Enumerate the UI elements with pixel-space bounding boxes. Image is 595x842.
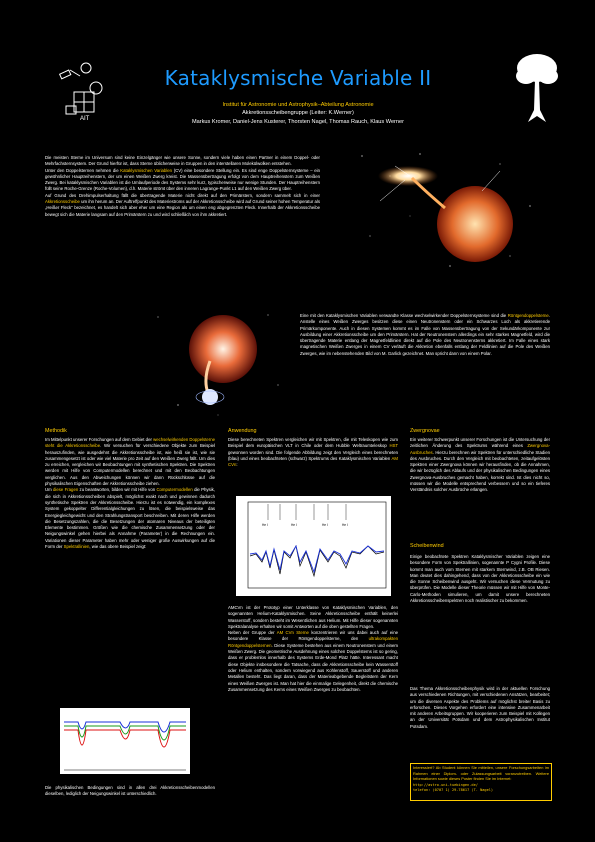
line-label-2: He I	[291, 523, 297, 527]
group-line: Akkretionsscheibengruppe (Leiter: K.Werner)	[242, 110, 354, 116]
contact-note-box	[410, 763, 552, 801]
line-label-1: He I	[262, 523, 268, 527]
ait-logo	[56, 60, 112, 122]
contact-url[interactable]: http://astro.uni-tuebingen.de/	[413, 782, 478, 787]
scheibenwind-heading: Scheibenwind	[410, 543, 444, 549]
contact-phone: telefon: (0707 1) 29-78617 (T. Nagel)	[413, 787, 494, 792]
telescope-dome-icon	[81, 63, 91, 73]
scheibenwind-text: Einige beobachtete Spektren Kataklysmischer Variablen zeigen eine besondere Form von Spektrallinien, sogenannte P Cygni Profile. Diese kommt man auch vom Sternen mit starkem Sternwind, z.B. OB Riesen. Man deutet dies dahingehend, dass von der Akkretionsscheibe ein wie die Sonne Scheibenwind ausgeht. Wir versuchen diese Vermutung zu überprüfen. Die Modelle dieser Theorie müssen wir mit Hilfe von Monte-Carlo-Methoden simulieren, um damit unsere berechneten Akkretionsscheibenspektren noch realistischer zu bekommen.	[410, 554, 550, 604]
accretion-disk	[378, 166, 438, 186]
methodik-closing: Die physikalischen Bedingungen sind in allen drei Akkretionsscheibenmodellen dieselben, lediglich der Neigungswinkel ist unterschiedlich.	[45, 785, 215, 797]
donor-star	[437, 186, 513, 262]
methodik-heading: Methodik	[45, 428, 67, 434]
closing-text: Das Thema Akkretionsscheibenphysik wird in der aktuellen Forschung aus verschiedenen Richtungen, mit verschiedenen Ansätzen, bearbeitet; um die diversen Aspekte des Problems auf möglichst breiter Basis zu erforschen. Dieses Vorgehen erfordert eine intensive Zusammenarbeit mit anderen Arbeitsgruppen. Wir kooperieren zum Beispiel mit Kollegen an der Universität Potsdam und dem Astrophysikalischen Institut Potsdam.	[410, 686, 550, 729]
binary-star-illustration	[350, 146, 550, 286]
logo-text: AIT	[80, 116, 90, 122]
polar-illustration	[148, 305, 288, 425]
anwendung-text-1: Diese berechneten Spektren vergleichen wir mit Spektren, die mit Teleskopen wie zum Beispiel dem europäischen VLT in Chile oder dem Hubble Weltraumteleskop HST gewonnen worden sind. Die folgende Abbildung zeigt den Vergleich eines berechneten (blau) und eines beobachteten (schwarz) Spektrums des Kataklysmischen Variablen AM CVn:	[228, 437, 398, 468]
zwergnovae-text: Ein weiterer Schwerpunkt unserer Forschungen ist die Untersuchung der zeitlichen Änderung des Spektrums während eines Zwergnova-Ausbruches. Hierzu berechnen wir Spektren für unterschiedliche Stadien des Ausbruches. Durch den Vergleich mit beobachteten, zeitaufgelösten Spektren einer Zwergnova können wir herausfinden, ob die Annahmen, die wir bezüglich des Ablaufs und der physikalischen Bedingungen eines Zwergnova-Ausbruches gemacht haben, korrekt sind. Ist dies nicht so, müssen wir die Modelle entsprechend verbessern und so ein tieferes Verständnis solcher Ausbrüche erlangen.	[410, 437, 550, 493]
companion-star	[189, 315, 257, 383]
satellite-icon	[60, 70, 80, 79]
intro-p1: Die meisten Sterne im Universum sind keine Einzelgänger wie unsere Sonne, sondern viele haben einen Partner in einem Doppel- oder Mehrfachsternsystem. Der Grund hierfür ist, dass Sterne üblicherweise in Gruppen in den interstellaren Molekülwolken entstehen.	[45, 155, 320, 167]
authors-line: Markus Kromer, Daniel-Jens Kusterer, Thorsten Nagel, Thomas Rauch, Klaus Werner	[191, 119, 405, 125]
methodik-text: Im Mittelpunkt unserer Forschungen auf dem Gebiet der wechselwirkenden Doppelsterne steht die Akkretionsscheibe. Wir versuchen für verschiedene Objekte zum Beispiel herauszufinden, wie ausgedehnt die Akkretionsscheibe ist, wie heiß sie ist, wie sie zusammengesetzt ist oder wie viel Materie pro Zeit auf den Weißen Zwerg fällt. Um dies zu erreichen, vergleichen wir Beobachtungen mit synthetischen Spektren. Die Spektren werden mit Hilfe von Computermodellen berechnet und mit den Beobachtungen verglichen. Aus den Abweichungen können wir dann Rückschlüsse auf die physikalischen Eigenschaften der Akkretionsscheibe ziehen. Um diese Fragen zu beantworten, bilden wir mit Hilfe von Computermodellen die Physik, die sich in Akkretionsscheiben abspielt, möglichst exakt nach und gewinnen dadurch synthetische Spektren der Akkretionsscheibe. Hierzu ist es notwendig, ein komplexes System gekoppelter Differentialgleichungen zu lösen, die beispielsweise das Energiegleichgewicht und den Strahlungstransport beschreiben. Mit deren Hilfe werden die Besetzungszahlen, die die Besetzungen der atomaren Niveaus der beteiligten Elemente bestimmen. Größen wie die chemische Zusammensetzung oder der Neigungswinkel gehen hierbei als Annahme (Parameter) in die Rechnungen ein. Variationen dieser Parameter haben mehr oder weniger große Auswirkungen auf die Form der Spektrallinien, wie das obere Beispiel zeigt:	[45, 437, 215, 550]
university-tree-logo	[514, 50, 560, 126]
line-label-3: He I	[322, 523, 328, 527]
anwendung-text-2: AMCVn ist der Prototyp einer Unterklasse von Kataklysmischen Variablen, den sogenannten Helium-Kataklysmischen. Seine Akkretionsscheibe enthält keinerlei Wasserstoff, sondern besteht im Wesentlichen aus Helium. Mit Hilfe dieser sogenannten Spektralanalyse erhalten wir somit Antworten auf die oben gestellten Fragen. Neben der Gruppe der AM CVn Sterne konzentrieren wir uns dabei auch auf eine besondere Klasse der Röntgendoppelsterne, den ultrakompakten Röntgendoppelsternen. Diese Systeme bestehen aus einem Neutronenstern und einem Weißen Zwerg. Die geometrische Ausdehnung eines solchen Doppelsterns ist so gering, dass er problemlos innerhalb des Systems Erde-Mond Platz hätte. Interessant macht diese Objekte insbesondere die Tatsache, dass die Akkretionsscheibe kein Wasserstoff oder Helium enthalten, sondern vorwiegend aus Kohlenstoff, Sauerstoff und anderen Metallen besteht. Das liegt daran, dass der Materieabgebende Begleitstern der Kern eines Weißen Zwerges ist. Man hat hier die einmalige Gelegenheit, direkt die chemische Zusammensetzung des Kerns eines Weißen Zwerges zu beobachten.	[228, 605, 398, 692]
institute-line: Institut für Astronomie und Astrophysik–Abteilung Astronomie	[222, 102, 374, 108]
zwergnovae-heading: Zwergnovae	[410, 428, 440, 434]
page-title: Kataklysmische Variable II	[164, 66, 432, 90]
intro-text: Die meisten Sterne im Universum sind keine Einzelgänger wie unsere Sonne, sondern viele haben einen Partner in einem Doppel- oder Mehrfachsternsystem. Der Grund hierfür ist, dass Sterne üblicherweise in Gruppen in den interstellaren Molekülwolken entstehen. Unter den Doppelsternen nehmen die Kataklysmischen Variablen (CV) eine besondere Stellung ein. Es sind enge Doppelsternsysteme – ein gewöhnlicher Hauptreihenstern, der um einen Weißen Zwerg kreist. Die Massenübertragung erfolgt von dem Hauptreihenstern zum Weißen Zwerg. Bei kataklysmischen Variablen ist die Umlaufperiode des Systems sehr kurz, typischerweise nur wenige Stunden. Der Hauptreihenstern füllt seine Roche-Grenze (Roche-Volumen), d.h. Materie strömt über den inneren Lagrange-Punkt L1 auf den Weißen Zwerg über. Auf Grund des Drehimpulserhaltung fällt die übertragende Materie nicht direkt auf den Primärstern, sondern sammelt sich in einer Akkretionsscheibe um ihn herum an. Der Auftreffpunkt des Materiestroms auf der Akkretionsscheibe wird auf Grund seiner hohen Temperatur als „Heißer Fleck“ bezeichnet, es handelt sich aber eher um eine Region als um einen eng abgegrenzten Fleck. Innerhalb der Akkretionsscheibe bewegt sich die Materie langsam auf den Primärstern zu und wird schließlich von ihm akkretiert.	[45, 155, 320, 217]
line-label-4: He I	[342, 523, 348, 527]
anwendung-heading: Anwendung	[228, 428, 257, 434]
polar-text: Eine mit den Kataklysmischen Variablen verwandte Klasse wechselwirkender Doppelsternsysteme sind die Röntgendoppelsterne. Anstelle eines Weißen Zwerges besitzen diese einen Neutronenstern oder ein Schwarzes Loch als akkretierende Primärkomponente. Auch in diesen Systemen kommt es im Falle von Massenübertragung von der Sekundärkomponente zur Ausbildung einer Akkretionsscheibe um den Primärstern. Hat der Neutronenstern allerdings ein sehr starkes Magnetfeld, wird die übertragende Materie entlang der Magnetfeldlinien direkt auf die Pole des Neutronensterns akkretiert. Im Falle eines stark magnetischen Weißen Zwerges in einem CV verläuft die Akkretion ebenfalls entlang der Feldlinien auf die Pole des Weißen Zwerges, wie im nebenstehenden Bild von M. Garlick gezeichnet. Man spricht dann von einem Polar.	[300, 313, 550, 356]
line-profile-plot	[60, 708, 190, 774]
am-cvn-spectrum-plot	[236, 496, 391, 596]
contact-note-text: Interessiert? Ab Student können Sie mitteilen, unsere Forschungsarbeiten im Rahmen einer Diplom- oder Zulassungsarbeit voranzutreiben. Weitere Informationen sowie dieses Poster finden Sie im Internet:	[413, 765, 549, 782]
